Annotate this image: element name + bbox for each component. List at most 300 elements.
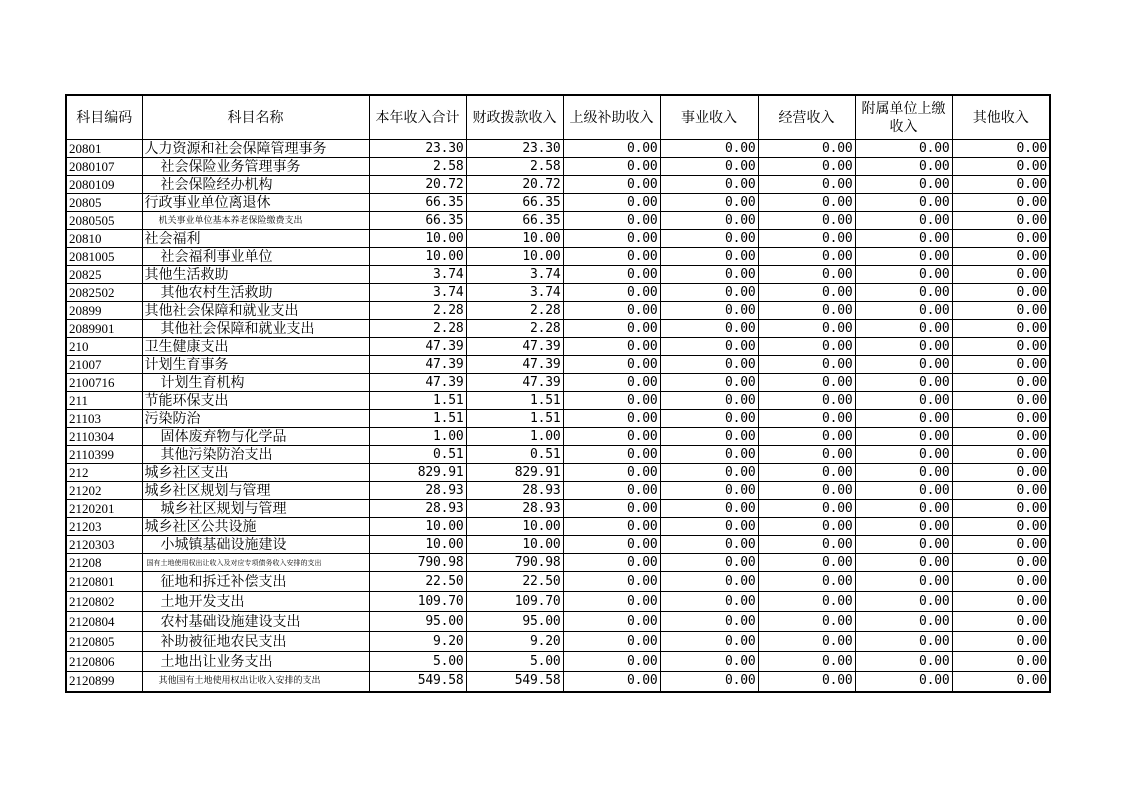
cell-code: 2080107 bbox=[66, 158, 142, 176]
cell-total: 20.72 bbox=[369, 176, 466, 194]
cell-name: 城乡社区支出 bbox=[142, 464, 369, 482]
cell-affiliated: 0.00 bbox=[855, 248, 952, 266]
cell-business: 0.00 bbox=[660, 230, 758, 248]
cell-fiscal: 2.28 bbox=[466, 320, 563, 338]
table-row bbox=[66, 464, 1050, 482]
cell-affiliated: 0.00 bbox=[855, 140, 952, 158]
cell-operating: 0.00 bbox=[758, 464, 855, 482]
cell-operating: 0.00 bbox=[758, 194, 855, 212]
cell-business: 0.00 bbox=[660, 652, 758, 672]
cell-name: 污染防治 bbox=[142, 410, 369, 428]
cell-affiliated: 0.00 bbox=[855, 392, 952, 410]
cell-superior: 0.00 bbox=[563, 374, 660, 392]
cell-total: 1.51 bbox=[369, 410, 466, 428]
cell-fiscal: 1.00 bbox=[466, 428, 563, 446]
cell-operating: 0.00 bbox=[758, 320, 855, 338]
cell-total: 790.98 bbox=[369, 554, 466, 572]
cell-total: 1.51 bbox=[369, 392, 466, 410]
cell-superior: 0.00 bbox=[563, 500, 660, 518]
cell-operating: 0.00 bbox=[758, 212, 855, 230]
cell-fiscal: 5.00 bbox=[466, 652, 563, 672]
table-row bbox=[66, 284, 1050, 302]
cell-operating: 0.00 bbox=[758, 374, 855, 392]
cell-operating: 0.00 bbox=[758, 612, 855, 632]
cell-code: 2080505 bbox=[66, 212, 142, 230]
cell-operating: 0.00 bbox=[758, 266, 855, 284]
cell-superior: 0.00 bbox=[563, 592, 660, 612]
cell-affiliated: 0.00 bbox=[855, 266, 952, 284]
cell-fiscal: 10.00 bbox=[466, 230, 563, 248]
cell-affiliated: 0.00 bbox=[855, 554, 952, 572]
cell-superior: 0.00 bbox=[563, 536, 660, 554]
cell-operating: 0.00 bbox=[758, 482, 855, 500]
header-name: 科目名称 bbox=[142, 95, 369, 140]
cell-other: 0.00 bbox=[952, 374, 1050, 392]
cell-other: 0.00 bbox=[952, 302, 1050, 320]
cell-affiliated: 0.00 bbox=[855, 410, 952, 428]
cell-total: 2.58 bbox=[369, 158, 466, 176]
cell-code: 2080109 bbox=[66, 176, 142, 194]
cell-code: 2100716 bbox=[66, 374, 142, 392]
cell-code: 211 bbox=[66, 392, 142, 410]
cell-other: 0.00 bbox=[952, 356, 1050, 374]
cell-affiliated: 0.00 bbox=[855, 652, 952, 672]
cell-other: 0.00 bbox=[952, 612, 1050, 632]
cell-operating: 0.00 bbox=[758, 302, 855, 320]
cell-total: 10.00 bbox=[369, 536, 466, 554]
cell-business: 0.00 bbox=[660, 464, 758, 482]
cell-fiscal: 1.51 bbox=[466, 392, 563, 410]
table-row bbox=[66, 482, 1050, 500]
table-row bbox=[66, 230, 1050, 248]
cell-superior: 0.00 bbox=[563, 652, 660, 672]
cell-fiscal: 109.70 bbox=[466, 592, 563, 612]
cell-code: 2081005 bbox=[66, 248, 142, 266]
cell-business: 0.00 bbox=[660, 194, 758, 212]
cell-business: 0.00 bbox=[660, 302, 758, 320]
cell-total: 66.35 bbox=[369, 194, 466, 212]
cell-other: 0.00 bbox=[952, 652, 1050, 672]
cell-fiscal: 47.39 bbox=[466, 338, 563, 356]
cell-name: 土地出让业务支出 bbox=[142, 652, 369, 672]
cell-superior: 0.00 bbox=[563, 302, 660, 320]
cell-affiliated: 0.00 bbox=[855, 500, 952, 518]
table-row bbox=[66, 500, 1050, 518]
cell-other: 0.00 bbox=[952, 592, 1050, 612]
table-row bbox=[66, 140, 1050, 158]
cell-affiliated: 0.00 bbox=[855, 320, 952, 338]
cell-affiliated: 0.00 bbox=[855, 212, 952, 230]
cell-affiliated: 0.00 bbox=[855, 230, 952, 248]
cell-affiliated: 0.00 bbox=[855, 446, 952, 464]
header-row bbox=[66, 95, 1050, 140]
cell-total: 28.93 bbox=[369, 500, 466, 518]
cell-superior: 0.00 bbox=[563, 446, 660, 464]
cell-name: 土地开发支出 bbox=[142, 592, 369, 612]
table-row bbox=[66, 356, 1050, 374]
cell-name: 社会福利事业单位 bbox=[142, 248, 369, 266]
cell-fiscal: 66.35 bbox=[466, 212, 563, 230]
cell-business: 0.00 bbox=[660, 536, 758, 554]
cell-fiscal: 20.72 bbox=[466, 176, 563, 194]
cell-total: 0.51 bbox=[369, 446, 466, 464]
cell-code: 2120805 bbox=[66, 632, 142, 652]
table-row bbox=[66, 572, 1050, 592]
cell-code: 2089901 bbox=[66, 320, 142, 338]
cell-business: 0.00 bbox=[660, 374, 758, 392]
cell-name: 其他农村生活救助 bbox=[142, 284, 369, 302]
cell-fiscal: 28.93 bbox=[466, 482, 563, 500]
cell-affiliated: 0.00 bbox=[855, 356, 952, 374]
cell-name: 国有土地使用权出让收入及对应专项债务收入安排的支出 bbox=[142, 554, 369, 572]
cell-other: 0.00 bbox=[952, 428, 1050, 446]
cell-business: 0.00 bbox=[660, 140, 758, 158]
cell-affiliated: 0.00 bbox=[855, 302, 952, 320]
cell-name: 计划生育机构 bbox=[142, 374, 369, 392]
cell-business: 0.00 bbox=[660, 428, 758, 446]
cell-business: 0.00 bbox=[660, 410, 758, 428]
cell-operating: 0.00 bbox=[758, 518, 855, 536]
cell-code: 21007 bbox=[66, 356, 142, 374]
cell-operating: 0.00 bbox=[758, 392, 855, 410]
cell-code: 2120806 bbox=[66, 652, 142, 672]
cell-other: 0.00 bbox=[952, 284, 1050, 302]
cell-superior: 0.00 bbox=[563, 672, 660, 692]
cell-fiscal: 549.58 bbox=[466, 672, 563, 692]
table-body bbox=[66, 140, 1050, 692]
cell-fiscal: 3.74 bbox=[466, 266, 563, 284]
header-other: 其他收入 bbox=[952, 95, 1050, 140]
cell-superior: 0.00 bbox=[563, 482, 660, 500]
cell-operating: 0.00 bbox=[758, 230, 855, 248]
cell-other: 0.00 bbox=[952, 672, 1050, 692]
cell-affiliated: 0.00 bbox=[855, 536, 952, 554]
cell-total: 28.93 bbox=[369, 482, 466, 500]
cell-total: 829.91 bbox=[369, 464, 466, 482]
cell-code: 20899 bbox=[66, 302, 142, 320]
cell-affiliated: 0.00 bbox=[855, 374, 952, 392]
cell-total: 22.50 bbox=[369, 572, 466, 592]
cell-other: 0.00 bbox=[952, 500, 1050, 518]
cell-superior: 0.00 bbox=[563, 392, 660, 410]
cell-code: 20805 bbox=[66, 194, 142, 212]
cell-name: 城乡社区规划与管理 bbox=[142, 500, 369, 518]
cell-operating: 0.00 bbox=[758, 140, 855, 158]
cell-total: 549.58 bbox=[369, 672, 466, 692]
cell-affiliated: 0.00 bbox=[855, 464, 952, 482]
cell-name: 社会保险业务管理事务 bbox=[142, 158, 369, 176]
cell-superior: 0.00 bbox=[563, 572, 660, 592]
cell-affiliated: 0.00 bbox=[855, 592, 952, 612]
cell-superior: 0.00 bbox=[563, 554, 660, 572]
cell-other: 0.00 bbox=[952, 554, 1050, 572]
cell-other: 0.00 bbox=[952, 446, 1050, 464]
cell-operating: 0.00 bbox=[758, 632, 855, 652]
header-operating: 经营收入 bbox=[758, 95, 855, 140]
cell-superior: 0.00 bbox=[563, 428, 660, 446]
cell-other: 0.00 bbox=[952, 464, 1050, 482]
cell-name: 其他生活救助 bbox=[142, 266, 369, 284]
cell-name: 社会福利 bbox=[142, 230, 369, 248]
cell-superior: 0.00 bbox=[563, 612, 660, 632]
cell-other: 0.00 bbox=[952, 632, 1050, 652]
cell-total: 2.28 bbox=[369, 320, 466, 338]
table-row bbox=[66, 536, 1050, 554]
cell-fiscal: 3.74 bbox=[466, 284, 563, 302]
cell-code: 21203 bbox=[66, 518, 142, 536]
cell-fiscal: 2.58 bbox=[466, 158, 563, 176]
cell-fiscal: 66.35 bbox=[466, 194, 563, 212]
cell-superior: 0.00 bbox=[563, 410, 660, 428]
cell-affiliated: 0.00 bbox=[855, 518, 952, 536]
cell-superior: 0.00 bbox=[563, 248, 660, 266]
cell-code: 2120804 bbox=[66, 612, 142, 632]
cell-fiscal: 9.20 bbox=[466, 632, 563, 652]
cell-total: 10.00 bbox=[369, 248, 466, 266]
cell-fiscal: 0.51 bbox=[466, 446, 563, 464]
table-row bbox=[66, 592, 1050, 612]
table-row bbox=[66, 410, 1050, 428]
cell-operating: 0.00 bbox=[758, 158, 855, 176]
table-row bbox=[66, 320, 1050, 338]
cell-fiscal: 10.00 bbox=[466, 536, 563, 554]
cell-business: 0.00 bbox=[660, 500, 758, 518]
cell-fiscal: 23.30 bbox=[466, 140, 563, 158]
table-row bbox=[66, 302, 1050, 320]
table-row bbox=[66, 672, 1050, 692]
table-row bbox=[66, 428, 1050, 446]
cell-operating: 0.00 bbox=[758, 428, 855, 446]
cell-operating: 0.00 bbox=[758, 672, 855, 692]
cell-business: 0.00 bbox=[660, 392, 758, 410]
cell-code: 21103 bbox=[66, 410, 142, 428]
cell-business: 0.00 bbox=[660, 158, 758, 176]
cell-total: 10.00 bbox=[369, 518, 466, 536]
cell-operating: 0.00 bbox=[758, 338, 855, 356]
cell-operating: 0.00 bbox=[758, 410, 855, 428]
cell-fiscal: 829.91 bbox=[466, 464, 563, 482]
cell-business: 0.00 bbox=[660, 266, 758, 284]
cell-superior: 0.00 bbox=[563, 158, 660, 176]
cell-other: 0.00 bbox=[952, 194, 1050, 212]
cell-name: 征地和拆迁补偿支出 bbox=[142, 572, 369, 592]
income-table bbox=[65, 94, 1051, 693]
cell-name: 行政事业单位离退休 bbox=[142, 194, 369, 212]
cell-name: 其他社会保障和就业支出 bbox=[142, 320, 369, 338]
cell-business: 0.00 bbox=[660, 632, 758, 652]
cell-other: 0.00 bbox=[952, 572, 1050, 592]
cell-fiscal: 10.00 bbox=[466, 518, 563, 536]
cell-superior: 0.00 bbox=[563, 338, 660, 356]
cell-superior: 0.00 bbox=[563, 464, 660, 482]
cell-name: 人力资源和社会保障管理事务 bbox=[142, 140, 369, 158]
cell-business: 0.00 bbox=[660, 672, 758, 692]
header-superior: 上级补助收入 bbox=[563, 95, 660, 140]
header-business: 事业收入 bbox=[660, 95, 758, 140]
cell-operating: 0.00 bbox=[758, 356, 855, 374]
cell-total: 47.39 bbox=[369, 374, 466, 392]
cell-operating: 0.00 bbox=[758, 248, 855, 266]
cell-business: 0.00 bbox=[660, 338, 758, 356]
cell-fiscal: 28.93 bbox=[466, 500, 563, 518]
cell-code: 2120201 bbox=[66, 500, 142, 518]
cell-superior: 0.00 bbox=[563, 212, 660, 230]
cell-fiscal: 47.39 bbox=[466, 374, 563, 392]
cell-other: 0.00 bbox=[952, 320, 1050, 338]
header-code: 科目编码 bbox=[66, 95, 142, 140]
cell-business: 0.00 bbox=[660, 572, 758, 592]
cell-affiliated: 0.00 bbox=[855, 338, 952, 356]
cell-name: 计划生育事务 bbox=[142, 356, 369, 374]
cell-operating: 0.00 bbox=[758, 652, 855, 672]
cell-other: 0.00 bbox=[952, 266, 1050, 284]
cell-affiliated: 0.00 bbox=[855, 612, 952, 632]
cell-name: 农村基础设施建设支出 bbox=[142, 612, 369, 632]
cell-total: 1.00 bbox=[369, 428, 466, 446]
cell-name: 节能环保支出 bbox=[142, 392, 369, 410]
cell-total: 10.00 bbox=[369, 230, 466, 248]
cell-business: 0.00 bbox=[660, 212, 758, 230]
cell-other: 0.00 bbox=[952, 338, 1050, 356]
table-row bbox=[66, 248, 1050, 266]
cell-fiscal: 95.00 bbox=[466, 612, 563, 632]
cell-total: 47.39 bbox=[369, 338, 466, 356]
cell-business: 0.00 bbox=[660, 248, 758, 266]
cell-superior: 0.00 bbox=[563, 266, 660, 284]
cell-total: 23.30 bbox=[369, 140, 466, 158]
cell-total: 3.74 bbox=[369, 284, 466, 302]
table-row bbox=[66, 194, 1050, 212]
table-row bbox=[66, 338, 1050, 356]
table-row bbox=[66, 266, 1050, 284]
cell-code: 2110399 bbox=[66, 446, 142, 464]
cell-code: 210 bbox=[66, 338, 142, 356]
cell-code: 20801 bbox=[66, 140, 142, 158]
cell-affiliated: 0.00 bbox=[855, 158, 952, 176]
cell-affiliated: 0.00 bbox=[855, 572, 952, 592]
cell-superior: 0.00 bbox=[563, 518, 660, 536]
cell-business: 0.00 bbox=[660, 284, 758, 302]
cell-name: 小城镇基础设施建设 bbox=[142, 536, 369, 554]
cell-business: 0.00 bbox=[660, 320, 758, 338]
cell-business: 0.00 bbox=[660, 518, 758, 536]
cell-business: 0.00 bbox=[660, 176, 758, 194]
cell-affiliated: 0.00 bbox=[855, 176, 952, 194]
cell-code: 2120899 bbox=[66, 672, 142, 692]
cell-total: 9.20 bbox=[369, 632, 466, 652]
cell-business: 0.00 bbox=[660, 482, 758, 500]
cell-business: 0.00 bbox=[660, 554, 758, 572]
cell-superior: 0.00 bbox=[563, 356, 660, 374]
table-row bbox=[66, 612, 1050, 632]
table-row bbox=[66, 518, 1050, 536]
cell-business: 0.00 bbox=[660, 446, 758, 464]
cell-code: 20825 bbox=[66, 266, 142, 284]
cell-fiscal: 790.98 bbox=[466, 554, 563, 572]
cell-superior: 0.00 bbox=[563, 632, 660, 652]
cell-total: 95.00 bbox=[369, 612, 466, 632]
cell-other: 0.00 bbox=[952, 158, 1050, 176]
cell-code: 21202 bbox=[66, 482, 142, 500]
cell-code: 20810 bbox=[66, 230, 142, 248]
cell-code: 2110304 bbox=[66, 428, 142, 446]
table-row bbox=[66, 212, 1050, 230]
cell-fiscal: 1.51 bbox=[466, 410, 563, 428]
table-row bbox=[66, 554, 1050, 572]
cell-superior: 0.00 bbox=[563, 320, 660, 338]
cell-affiliated: 0.00 bbox=[855, 482, 952, 500]
cell-other: 0.00 bbox=[952, 536, 1050, 554]
cell-superior: 0.00 bbox=[563, 230, 660, 248]
header-fiscal: 财政拨款收入 bbox=[466, 95, 563, 140]
cell-code: 212 bbox=[66, 464, 142, 482]
cell-code: 2120802 bbox=[66, 592, 142, 612]
cell-total: 5.00 bbox=[369, 652, 466, 672]
cell-business: 0.00 bbox=[660, 592, 758, 612]
cell-fiscal: 2.28 bbox=[466, 302, 563, 320]
cell-name: 卫生健康支出 bbox=[142, 338, 369, 356]
cell-other: 0.00 bbox=[952, 410, 1050, 428]
cell-name: 其他污染防治支出 bbox=[142, 446, 369, 464]
cell-total: 47.39 bbox=[369, 356, 466, 374]
table-row bbox=[66, 158, 1050, 176]
cell-superior: 0.00 bbox=[563, 194, 660, 212]
table-row bbox=[66, 446, 1050, 464]
cell-superior: 0.00 bbox=[563, 140, 660, 158]
cell-operating: 0.00 bbox=[758, 176, 855, 194]
cell-fiscal: 22.50 bbox=[466, 572, 563, 592]
cell-name: 固体废弃物与化学品 bbox=[142, 428, 369, 446]
table-row bbox=[66, 652, 1050, 672]
cell-total: 109.70 bbox=[369, 592, 466, 612]
cell-affiliated: 0.00 bbox=[855, 632, 952, 652]
table-row bbox=[66, 374, 1050, 392]
cell-affiliated: 0.00 bbox=[855, 672, 952, 692]
cell-name: 其他国有土地使用权出让收入安排的支出 bbox=[142, 672, 369, 692]
cell-name: 机关事业单位基本养老保险缴费支出 bbox=[142, 212, 369, 230]
cell-business: 0.00 bbox=[660, 612, 758, 632]
cell-business: 0.00 bbox=[660, 356, 758, 374]
cell-superior: 0.00 bbox=[563, 176, 660, 194]
cell-total: 3.74 bbox=[369, 266, 466, 284]
cell-name: 城乡社区公共设施 bbox=[142, 518, 369, 536]
cell-code: 2082502 bbox=[66, 284, 142, 302]
cell-fiscal: 47.39 bbox=[466, 356, 563, 374]
cell-affiliated: 0.00 bbox=[855, 284, 952, 302]
cell-operating: 0.00 bbox=[758, 592, 855, 612]
cell-fiscal: 10.00 bbox=[466, 248, 563, 266]
cell-code: 2120303 bbox=[66, 536, 142, 554]
cell-other: 0.00 bbox=[952, 248, 1050, 266]
cell-name: 其他社会保障和就业支出 bbox=[142, 302, 369, 320]
cell-operating: 0.00 bbox=[758, 536, 855, 554]
cell-code: 2120801 bbox=[66, 572, 142, 592]
table-row bbox=[66, 176, 1050, 194]
header-total: 本年收入合计 bbox=[369, 95, 466, 140]
cell-total: 66.35 bbox=[369, 212, 466, 230]
table-row bbox=[66, 632, 1050, 652]
header-affiliated: 附属单位上缴收入 bbox=[855, 95, 952, 140]
cell-other: 0.00 bbox=[952, 176, 1050, 194]
cell-total: 2.28 bbox=[369, 302, 466, 320]
cell-name: 补助被征地农民支出 bbox=[142, 632, 369, 652]
cell-operating: 0.00 bbox=[758, 284, 855, 302]
cell-operating: 0.00 bbox=[758, 500, 855, 518]
cell-other: 0.00 bbox=[952, 482, 1050, 500]
cell-other: 0.00 bbox=[952, 212, 1050, 230]
cell-superior: 0.00 bbox=[563, 284, 660, 302]
cell-code: 21208 bbox=[66, 554, 142, 572]
